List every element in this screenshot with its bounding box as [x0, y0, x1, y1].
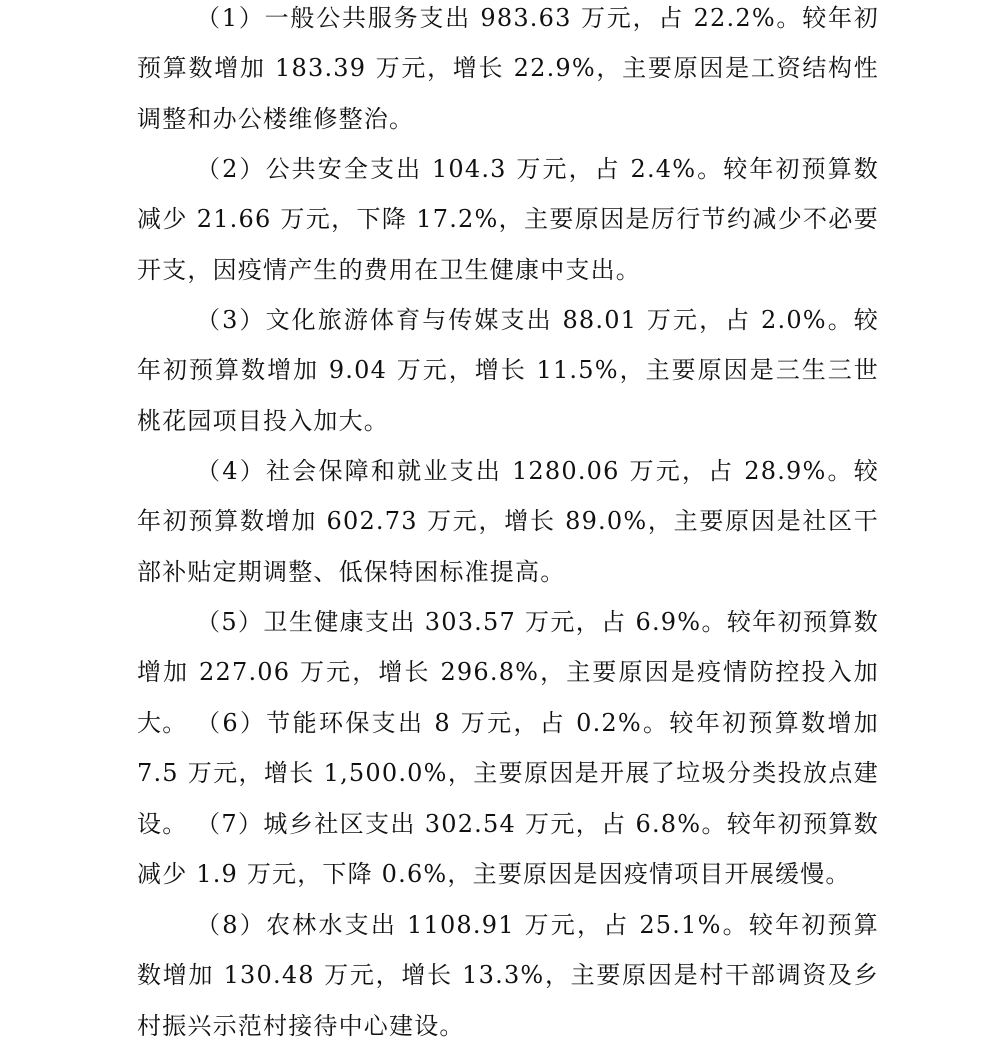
paragraph-urban-rural-community: （7）城乡社区支出 302.54 万元，占 6.8%。较年初预算数减少 1.9 万元，下降 0.6%，主要原因是因疫情项目开展缓慢。 [137, 810, 879, 889]
paragraph-agriculture-forestry-water: （8）农林水支出 1108.91 万元，占 25.1%。较年初预算数增加 130.48 万元，增长 13.3%，主要原因是村干部调资及乡村振兴示范村接待中心建设。 [137, 911, 879, 1040]
paragraph-energy-environment: （6）节能环保支出 8 万元，占 0.2%。较年初预算数增加 7.5 万元，增长 1,500.0%，主要原因是开展了垃圾分类投放点建设。 [137, 709, 879, 838]
paragraph-social-security-employment: （4）社会保障和就业支出 1280.06 万元，占 28.9%。较年初预算数增加 602.73 万元，增长 89.0%，主要原因是社区干部补贴定期调整、低保特困标准提高。 [137, 457, 879, 586]
paragraph-health: （5）卫生健康支出 303.57 万元，占 6.9%。较年初预算数增加 227.06 万元，增长 296.8%，主要原因是疫情防控投入加大。 [137, 608, 879, 737]
paragraph-general-public-services: （1）一般公共服务支出 983.63 万元，占 22.2%。较年初预算数增加 183.39 万元，增长 22.9%，主要原因是工资结构性调整和办公楼维修整治。 [137, 4, 879, 133]
document-page [137, 0, 879, 1043]
paragraph-culture-tourism-sports-media: （3）文化旅游体育与传媒支出 88.01 万元，占 2.0%。较年初预算数增加 9.04 万元，增长 11.5%，主要原因是三生三世桃花园项目投入加大。 [137, 306, 879, 435]
paragraph-public-security: （2）公共安全支出 104.3 万元，占 2.4%。较年初预算数减少 21.66 万元，下降 17.2%，主要原因是厉行节约减少不必要开支，因疫情产生的费用在卫生健康中支出。 [137, 155, 879, 284]
